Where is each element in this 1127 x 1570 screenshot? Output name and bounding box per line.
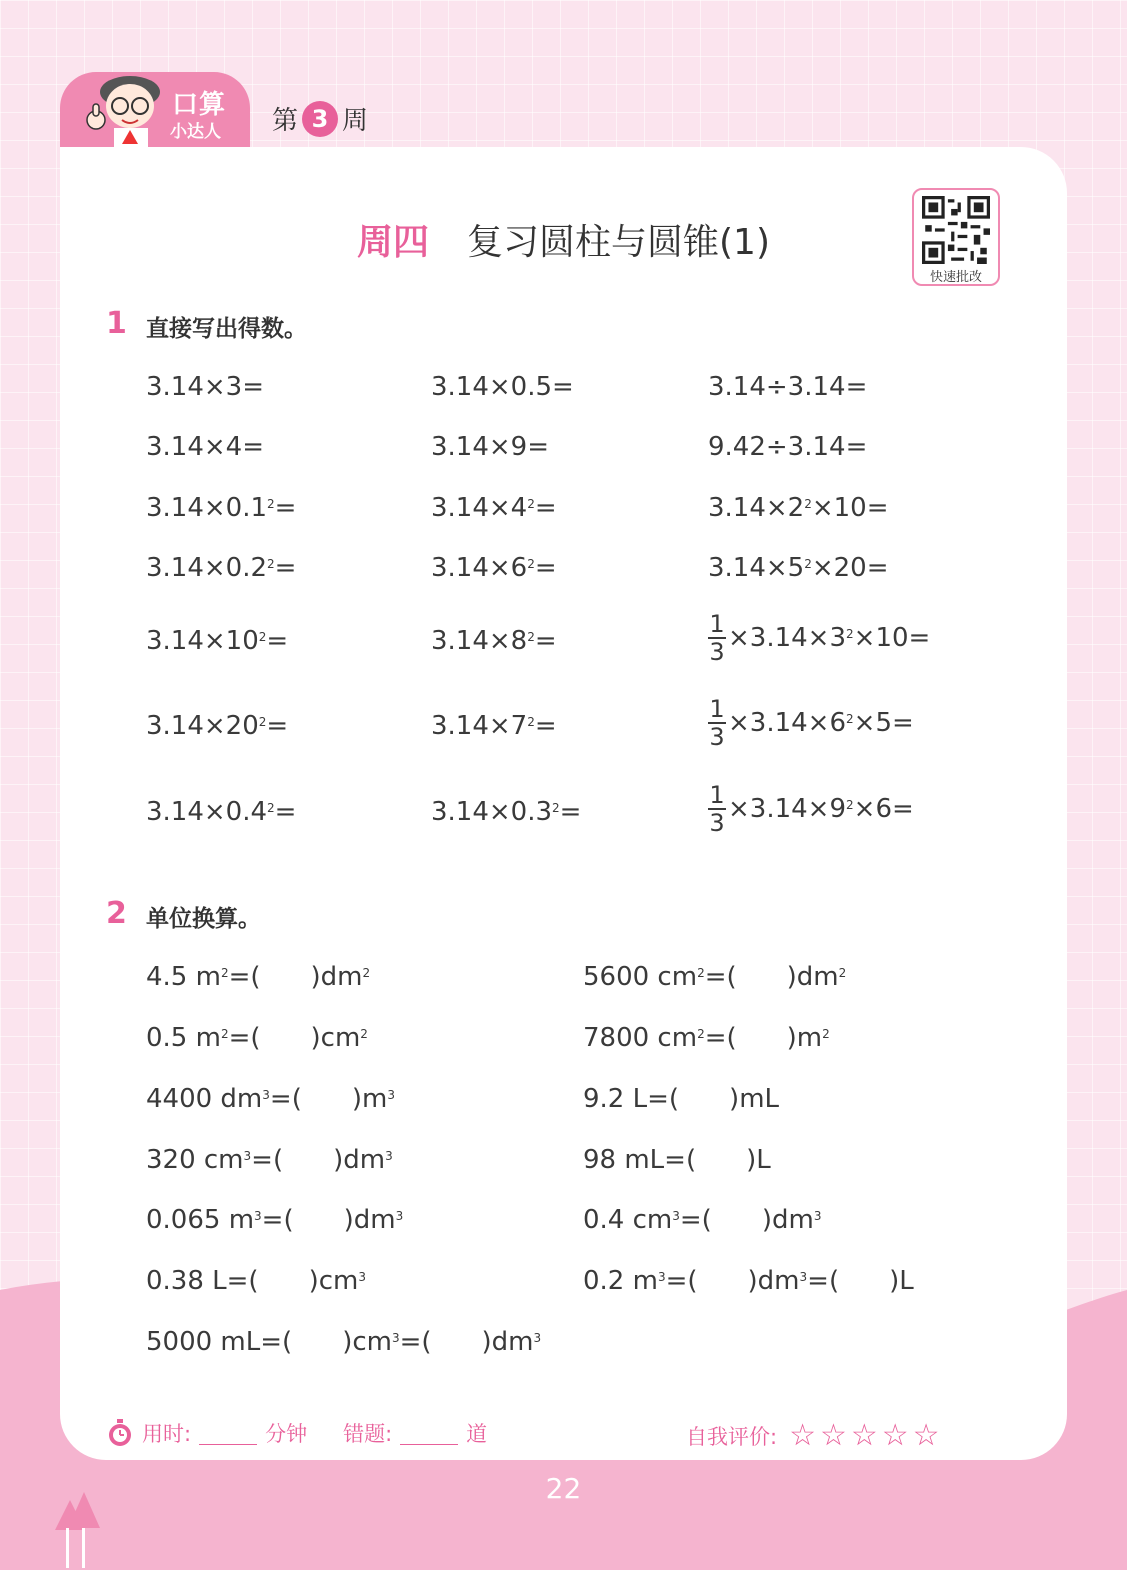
expression-text: )cm (310, 1023, 361, 1053)
expression-text: )cm (342, 1327, 392, 1357)
exponent: 3 (391, 1331, 400, 1345)
conversion-expression (146, 1084, 395, 1114)
expression-text: )dm (761, 1205, 814, 1235)
expression-text: 9.2 L (583, 1084, 648, 1114)
section1-title: 直接写出得数。 (146, 316, 307, 342)
calc-expression (146, 553, 296, 583)
expression-text: ×6= (853, 794, 914, 824)
expression-text: 98 mL (583, 1145, 665, 1175)
expression-text: )cm (308, 1266, 359, 1296)
exponent: 3 (243, 1149, 252, 1163)
expression-text: 3.14×4 (431, 493, 528, 523)
qr-code-icon (922, 196, 990, 264)
expression-text: =( (226, 1266, 259, 1296)
expression-text: 3.14×0.1 (146, 493, 268, 523)
exponent: 2 (258, 715, 267, 729)
exponent: 3 (533, 1331, 542, 1345)
exponent: 2 (527, 557, 535, 571)
exponent: 3 (262, 1088, 270, 1102)
footer-left (106, 1418, 487, 1448)
mascot-icon (78, 70, 168, 152)
fraction-denominator: 3 (709, 638, 725, 666)
expression-text: = (534, 626, 557, 656)
expression-text: ×3.14×6 (728, 708, 847, 738)
fraction-denominator: 3 (709, 723, 725, 751)
expression-text: = (274, 797, 297, 827)
calc-expression (708, 432, 867, 462)
conversion-expression (146, 1023, 368, 1053)
exponent: 2 (552, 801, 560, 815)
expression-text: ×10= (853, 623, 931, 653)
calc-expression (146, 626, 288, 656)
qr-label: 快速批改 (929, 270, 982, 285)
expression-text: =( (260, 1327, 293, 1357)
week-number-badge: 3 (302, 101, 338, 137)
brand-subtitle: 小达人 (170, 122, 221, 142)
expression-text: 320 cm (146, 1145, 244, 1175)
expression-text: 3.14×8 (431, 626, 528, 656)
conversion-expression (583, 1145, 771, 1175)
expression-text: 0.38 L (146, 1266, 227, 1296)
expression-text: 0.065 m (146, 1205, 255, 1235)
exponent: 2 (220, 1027, 229, 1041)
conversion-expression (146, 962, 370, 992)
expression-text: 4400 dm (146, 1084, 263, 1114)
calc-expression (708, 372, 867, 402)
calc-expression (146, 711, 288, 741)
expression-text: 0.2 m (583, 1266, 658, 1296)
conversion-expression (583, 1266, 914, 1296)
calc-expression (146, 493, 296, 523)
expression-text: ×5= (853, 708, 914, 738)
expression-text: =( (251, 1145, 284, 1175)
calc-expression (431, 553, 557, 583)
exponent: 2 (258, 630, 267, 644)
expression-text: 5600 cm (583, 962, 698, 992)
exponent: 2 (804, 497, 812, 511)
expression-text: = (266, 711, 289, 741)
conversion-expression (146, 1145, 393, 1175)
title-day: 周四 (356, 222, 429, 263)
expression-text: 3.14×0.2 (146, 553, 268, 583)
errors-blank[interactable] (400, 1422, 458, 1445)
exponent: 2 (267, 497, 275, 511)
conversion-expression (583, 1023, 830, 1053)
exponent: 2 (804, 557, 812, 571)
conversion-expression (146, 1266, 366, 1296)
expression-text: )dm (333, 1145, 386, 1175)
calc-expression (431, 493, 557, 523)
expression-text: )dm (481, 1327, 534, 1357)
expression-text: 3.14×6 (431, 553, 528, 583)
calc-expression (708, 782, 914, 836)
exponent: 3 (395, 1209, 404, 1223)
exponent: 2 (527, 497, 535, 511)
exponent: 2 (527, 715, 535, 729)
calc-expression (708, 493, 889, 523)
fraction-denominator: 3 (709, 809, 725, 837)
expression-text: =( (704, 1023, 737, 1053)
exponent: 2 (267, 801, 275, 815)
time-blank[interactable] (199, 1422, 257, 1445)
expression-text: )dm (786, 962, 839, 992)
expression-text: 3.14×7 (431, 711, 528, 741)
expression-text: ×3.14×3 (728, 623, 847, 653)
expression-text: )dm (310, 962, 363, 992)
expression-text: 3.14×4= (146, 432, 265, 462)
errors-unit: 道 (466, 1422, 488, 1446)
expression-text: =( (664, 1145, 697, 1175)
expression-text: )m (351, 1084, 388, 1114)
expression-text: 5000 mL (146, 1327, 261, 1357)
calc-expression (431, 372, 574, 402)
exponent: 3 (799, 1270, 808, 1284)
expression-text: =( (647, 1084, 680, 1114)
exponent: 2 (220, 966, 229, 980)
expression-text: ×10= (811, 493, 889, 523)
expression-text: 3.14×0.5= (431, 372, 574, 402)
calc-expression (146, 797, 296, 827)
title-topic: 复习圆柱与圆锥(1) (467, 222, 770, 263)
section2-title: 单位换算。 (146, 906, 261, 932)
fraction (708, 611, 726, 665)
exponent: 3 (657, 1270, 666, 1284)
conversion-expression (583, 1084, 779, 1114)
section2-number: 2 (106, 896, 127, 931)
expression-text: )dm (747, 1266, 800, 1296)
expression-text: 3.14÷3.14= (708, 372, 868, 402)
calc-expression (708, 611, 930, 665)
qr-code[interactable] (912, 188, 1000, 286)
expression-text: )dm (343, 1205, 396, 1235)
exponent: 3 (385, 1149, 393, 1163)
errors-label: 错题: (343, 1422, 393, 1446)
exponent: 2 (360, 1027, 368, 1041)
exponent: 2 (362, 966, 371, 980)
calc-expression (146, 372, 264, 402)
conversion-expression (146, 1205, 403, 1235)
week-prefix: 第 (272, 106, 299, 136)
expression-text: 3.14×0.4 (146, 797, 268, 827)
expression-text: )L (889, 1266, 914, 1296)
expression-text: 3.14×20 (146, 711, 259, 741)
expression-text: 3.14×10 (146, 626, 259, 656)
conversion-expression (583, 962, 846, 992)
expression-text: 0.5 m (146, 1023, 221, 1053)
expression-text: = (274, 553, 297, 583)
expression-text: = (559, 797, 582, 827)
expression-text: =( (665, 1266, 698, 1296)
fraction-numerator: 1 (709, 695, 725, 723)
expression-text: = (534, 711, 557, 741)
timer-icon (106, 1418, 134, 1448)
expression-text: 3.14×2 (708, 493, 805, 523)
expression-text: )mL (729, 1084, 780, 1114)
page-number: 22 (545, 1472, 582, 1505)
exponent: 2 (527, 630, 535, 644)
expression-text: =( (679, 1205, 712, 1235)
expression-text: )m (786, 1023, 823, 1053)
expression-text: 0.4 cm (583, 1205, 673, 1235)
calc-expression (708, 553, 889, 583)
expression-text: 3.14×3= (146, 372, 265, 402)
expression-text: = (534, 493, 557, 523)
calc-expression (708, 696, 914, 750)
calc-expression (431, 432, 549, 462)
time-label: 用时: (142, 1422, 192, 1446)
expression-text: =( (807, 1266, 840, 1296)
calc-expression (431, 711, 557, 741)
conversion-expression (583, 1205, 821, 1235)
exponent: 3 (254, 1209, 262, 1223)
expression-text: 3.14×9= (431, 432, 550, 462)
rating-label: 自我评价: (686, 1424, 778, 1449)
expression-text: =( (228, 962, 261, 992)
fraction-numerator: 1 (709, 781, 725, 809)
calc-expression (431, 626, 557, 656)
fraction (708, 782, 726, 836)
fraction-numerator: 1 (709, 610, 725, 638)
conversion-expression (146, 1327, 541, 1357)
exponent: 2 (838, 966, 847, 980)
expression-text: =( (399, 1327, 432, 1357)
exponent: 3 (387, 1088, 395, 1102)
section1-number: 1 (106, 306, 127, 341)
exponent: 3 (358, 1270, 366, 1284)
expression-text: =( (269, 1084, 302, 1114)
expression-text: = (534, 553, 557, 583)
calc-expression (431, 797, 581, 827)
expression-text: =( (704, 962, 737, 992)
exponent: 2 (846, 627, 854, 641)
expression-text: 3.14×5 (708, 553, 805, 583)
expression-text: 4.5 m (146, 962, 221, 992)
exponent: 2 (822, 1027, 830, 1041)
footer-rating (686, 1418, 948, 1453)
time-unit: 分钟 (265, 1422, 308, 1446)
exponent: 2 (846, 712, 854, 726)
expression-text: ×20= (811, 553, 889, 583)
exponent: 3 (813, 1209, 822, 1223)
expression-text: 3.14×0.3 (431, 797, 553, 827)
week-suffix: 周 (342, 106, 369, 136)
expression-text: = (266, 626, 289, 656)
exponent: 2 (697, 966, 705, 980)
fraction (708, 696, 726, 750)
expression-text: 7800 cm (583, 1023, 698, 1053)
expression-text: = (274, 493, 297, 523)
exponent: 2 (697, 1027, 705, 1041)
rating-stars[interactable]: ☆☆☆☆☆ (789, 1418, 944, 1453)
week-label (272, 100, 368, 137)
expression-text: =( (228, 1023, 261, 1053)
exponent: 2 (267, 557, 275, 571)
exponent: 3 (672, 1209, 680, 1223)
expression-text: )L (746, 1145, 771, 1175)
expression-text: 9.42÷3.14= (708, 432, 868, 462)
exponent: 2 (846, 798, 854, 812)
calc-expression (146, 432, 264, 462)
expression-text: ×3.14×9 (728, 794, 847, 824)
brand-title: 口算 (172, 90, 227, 120)
expression-text: =( (261, 1205, 294, 1235)
